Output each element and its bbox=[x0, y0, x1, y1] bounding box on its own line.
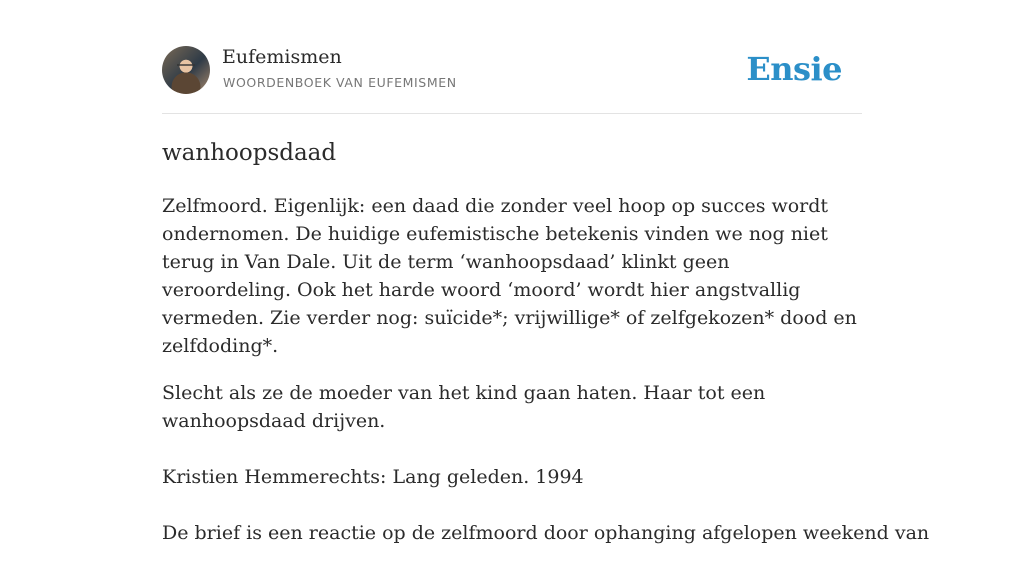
site-title[interactable]: Eufemismen bbox=[222, 46, 342, 68]
ensie-logo[interactable]: Ensie bbox=[746, 50, 842, 88]
entry-content bbox=[162, 138, 930, 566]
quote-source: Kristien Hemmerechts: Lang geleden. 1994 bbox=[162, 466, 584, 488]
header bbox=[162, 46, 862, 96]
entry-title: wanhoopsdaad bbox=[162, 140, 337, 166]
avatar[interactable] bbox=[162, 46, 210, 94]
site-subtitle: WOORDENBOEK VAN EUFEMISMEN bbox=[223, 75, 457, 90]
entry-paragraph: De brief is een reactie op de zelfmoord door ophanging afgelopen weekend van bbox=[162, 522, 930, 544]
divider bbox=[162, 113, 862, 114]
entry-quote: Slecht als ze de moeder van het kind gaan haten. Haar tot een wanhoopsdaad drijven. bbox=[162, 382, 766, 432]
entry-definition: Zelfmoord. Eigenlijk: een daad die zonder veel hoop op succes wordt ondernomen. De huidige eufemistische betekenis vinden we nog niet terug in Van Dale. Uit de term ‘wanhoopsdaad’ klinkt geen veroordeling. Ook het harde woord ‘moord’ wordt hier angstvallig vermeden. Zie verder nog: suïcide*; vrijwillige* of zelfgekozen* dood en zelfdoding*. bbox=[162, 195, 857, 357]
